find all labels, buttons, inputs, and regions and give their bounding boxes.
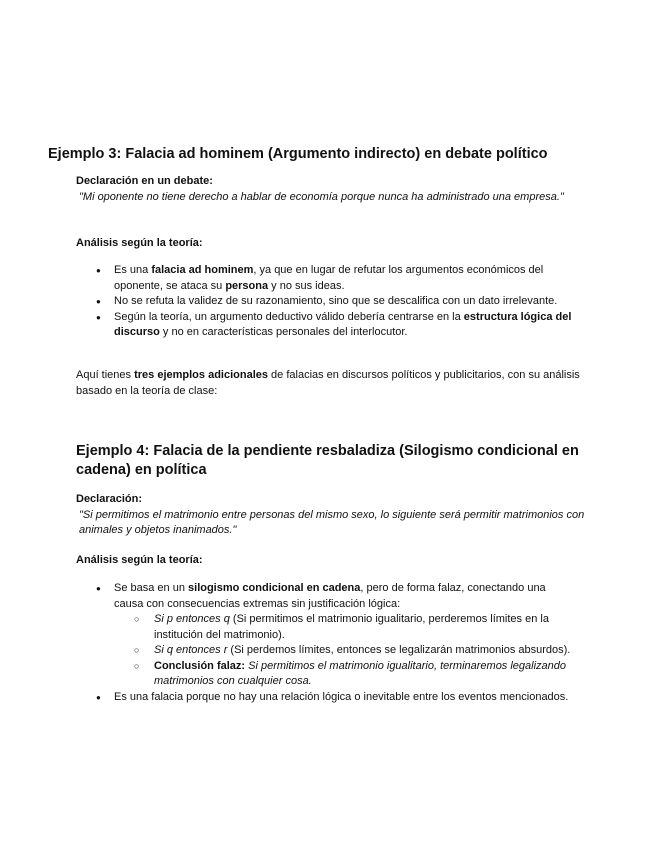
sub-list-item bbox=[114, 612, 576, 643]
sub-list-item bbox=[114, 659, 576, 690]
sub-list-item bbox=[114, 643, 576, 659]
bold-term: estructura lógica del discurso bbox=[114, 310, 572, 338]
text-segment: Es una bbox=[114, 264, 152, 276]
text-segment: Según la teoría, un argumento deductivo válido debería centrarse en la bbox=[114, 310, 464, 323]
bold-term: tres ejemplos adicionales bbox=[134, 369, 268, 381]
text-segment: Se basa en un bbox=[114, 582, 189, 594]
list-item bbox=[76, 263, 576, 294]
list-item bbox=[76, 581, 576, 690]
bold-term: persona bbox=[225, 279, 269, 292]
analysis-label: Análisis según la teoría: bbox=[76, 237, 203, 249]
example-3-heading: Ejemplo 3: Falacia ad hominem (Argumento indirecto) en debate político bbox=[48, 146, 548, 162]
example-3-bullet-list bbox=[76, 263, 576, 341]
declaration-quote: "Si permitimos el matrimonio entre personas del mismo sexo, lo siguiente será permitir matrimonios con animales y objetos inanimados." bbox=[79, 508, 585, 536]
italic-term: Si q entonces r bbox=[154, 644, 228, 656]
example-4-heading: Ejemplo 4: Falacia de la pendiente resbaladiza (Silogismo condicional en cadena) en política bbox=[76, 443, 579, 478]
list-item bbox=[76, 294, 576, 310]
bold-term: silogismo condicional en cadena bbox=[188, 582, 361, 594]
text-segment: y no en características personales del interlocutor. bbox=[159, 326, 408, 338]
analysis-label: Análisis según la teoría: bbox=[76, 554, 203, 566]
italic-term: Si p entonces q bbox=[154, 613, 230, 625]
example-3-declaration bbox=[76, 174, 596, 205]
example-4-declaration bbox=[76, 492, 596, 539]
bold-term: falacia ad hominem bbox=[151, 264, 254, 276]
text-segment: , pero de forma falaz, conectando una causa con consecuencias extremas sin justificación lógica: bbox=[114, 582, 546, 610]
declaration-label: Declaración en un debate: bbox=[76, 175, 213, 187]
text-segment: Es una falacia porque no hay una relación lógica o inevitable entre los eventos mencionados. bbox=[114, 690, 569, 703]
italic-term: Si permitimos el matrimonio igualitario, terminaremos legalizando matrimonios con cualquier cosa. bbox=[154, 659, 567, 687]
text-segment: (Si perdemos límites, entonces se legalizarán matrimonios absurdos). bbox=[227, 644, 571, 656]
text-segment: Aquí tienes bbox=[76, 369, 135, 381]
example-3-analysis-label-block bbox=[76, 236, 596, 252]
text-segment: No se refuta la validez de su razonamiento, sino que se descalifica con un dato irrelevante. bbox=[114, 295, 558, 307]
text-segment: de falacias en discursos políticos y publicitarios, con su análisis basado en la teoría de clase: bbox=[76, 369, 580, 397]
text-segment: (Si permitimos el matrimonio igualitario, perderemos límites en la institución del matrimonio). bbox=[154, 613, 549, 641]
text-segment: y no sus ideas. bbox=[268, 279, 345, 292]
example-4-bullet-list bbox=[76, 581, 576, 705]
intro-paragraph bbox=[76, 368, 586, 399]
example-4-analysis-label-block bbox=[76, 553, 596, 569]
bold-term: Conclusión falaz: bbox=[154, 659, 246, 672]
sub-bullet-list bbox=[114, 612, 576, 690]
text-segment: , ya que en lugar de refutar los argumentos económicos del oponente, se ataca su bbox=[114, 264, 544, 292]
list-item bbox=[76, 310, 576, 341]
declaration-label: Declaración: bbox=[76, 493, 143, 505]
list-item bbox=[76, 690, 576, 706]
declaration-quote: "Mi oponente no tiene derecho a hablar de economía porque nunca ha administrado una empresa." bbox=[79, 190, 564, 203]
